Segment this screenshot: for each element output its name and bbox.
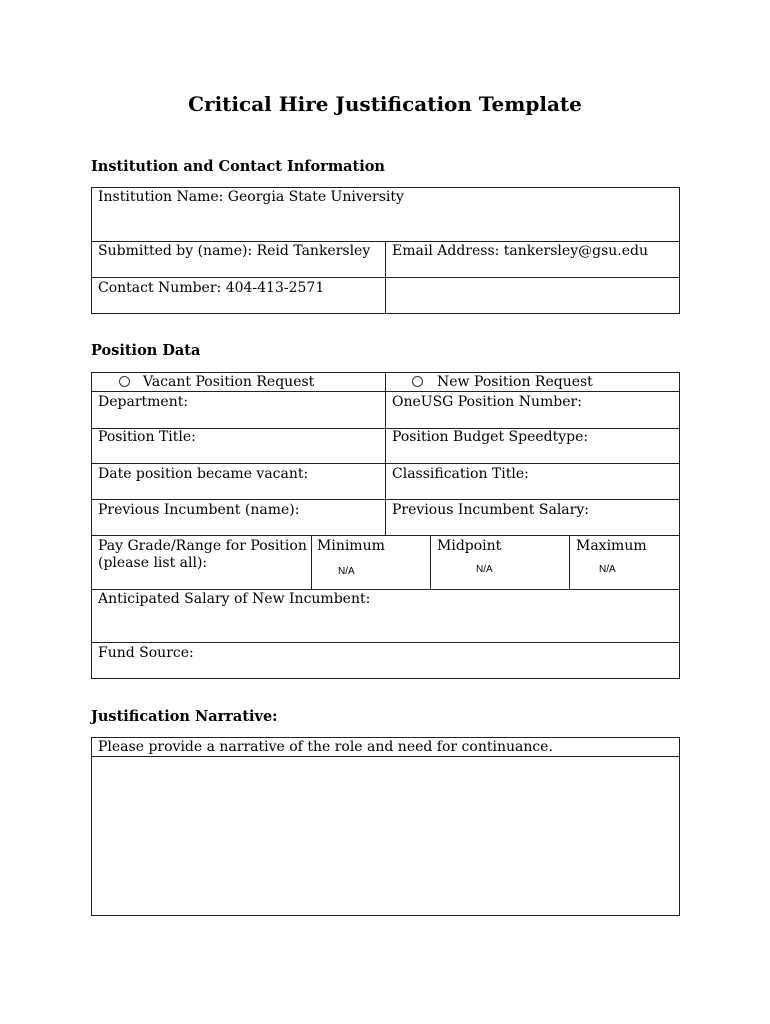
budget-speedtype-field[interactable]: Position Budget Speedtype: [392, 429, 589, 445]
prev-salary-field[interactable]: Previous Incumbent Salary: [392, 502, 589, 518]
divider [91, 642, 680, 643]
narrative-section-heading: Justification Narrative: [91, 708, 278, 725]
divider [430, 535, 431, 589]
divider [311, 535, 312, 589]
fund-source-field[interactable]: Fund Source: [98, 645, 194, 661]
maximum-value[interactable]: N/A [599, 564, 616, 575]
vacant-position-radio[interactable] [119, 376, 130, 387]
new-position-radio[interactable] [412, 376, 423, 387]
department-field[interactable]: Department: [98, 394, 189, 410]
midpoint-value[interactable]: N/A [476, 564, 493, 575]
position-section-heading: Position Data [91, 342, 201, 359]
position-title-field[interactable]: Position Title: [98, 429, 196, 445]
minimum-label: Minimum [317, 538, 385, 554]
empty-field[interactable] [392, 280, 672, 310]
divider [385, 241, 386, 314]
submitted-by-field[interactable]: Submitted by (name): Reid Tankersley [98, 243, 371, 259]
page-title: Critical Hire Justification Template [188, 92, 582, 116]
maximum-label: Maximum [576, 538, 647, 554]
institution-field[interactable]: Institution Name: Georgia State University [98, 189, 404, 205]
midpoint-label: Midpoint [437, 538, 502, 554]
prev-incumbent-field[interactable]: Previous Incumbent (name): [98, 502, 300, 518]
narrative-prompt: Please provide a narrative of the role and need for continuance. [98, 739, 553, 755]
narrative-text-area[interactable] [92, 757, 679, 915]
email-field[interactable]: Email Address: tankersley@gsu.edu [392, 243, 648, 259]
anticipated-salary-field[interactable]: Anticipated Salary of New Incumbent: [98, 591, 371, 607]
oneusg-field[interactable]: OneUSG Position Number: [392, 394, 582, 410]
divider [385, 372, 386, 535]
divider [569, 535, 570, 589]
contact-section-heading: Institution and Contact Information [91, 158, 385, 175]
vacant-position-label: Vacant Position Request [143, 374, 315, 390]
new-position-label: New Position Request [437, 374, 593, 390]
classification-field[interactable]: Classification Title: [392, 466, 529, 482]
pay-grade-sublabel: (please list all): [98, 555, 208, 571]
minimum-value[interactable]: N/A [338, 566, 355, 577]
contact-number-field[interactable]: Contact Number: 404-413-2571 [98, 280, 325, 296]
pay-grade-label: Pay Grade/Range for Position [98, 538, 307, 554]
divider [91, 535, 680, 536]
divider [91, 589, 680, 590]
date-vacant-field[interactable]: Date position became vacant: [98, 466, 309, 482]
